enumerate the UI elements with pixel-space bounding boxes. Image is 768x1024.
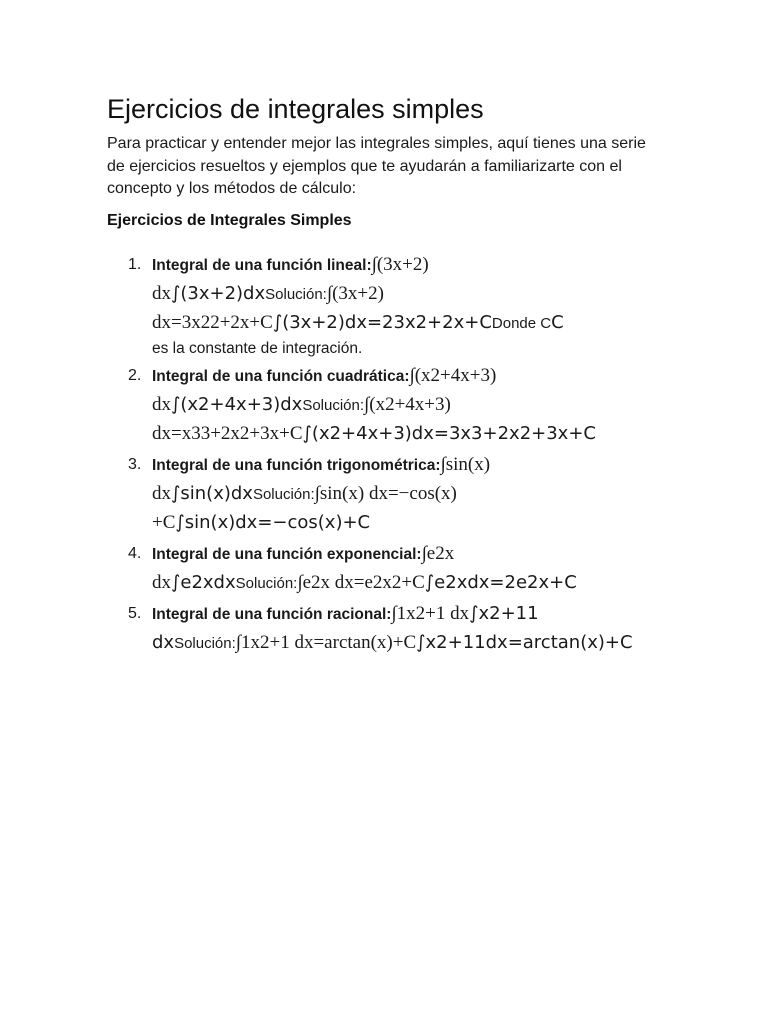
exercise-line [152, 362, 667, 391]
exercise-line [152, 309, 667, 338]
integral-expression: ∫(x2+4x+3) [409, 364, 497, 386]
solution-label: Solución: [235, 574, 298, 592]
math-expression: ∫(3x+2)dx=23x2+2x+C [272, 311, 492, 333]
integral-expression: ∫(3x+2) [326, 282, 384, 304]
exercise-label: Integral de una función exponencial: [152, 545, 422, 563]
exercise-line [152, 629, 667, 658]
exercise-item [128, 451, 667, 538]
solution-expression: ∫e2x dx=e2x2+C [297, 571, 425, 593]
integral-expression: ∫1x2+1 dx [391, 602, 470, 624]
integral-expression: ∫(x2+4x+3) [364, 393, 451, 415]
solution-expression: dx=3x22+2x+C [152, 311, 273, 333]
math-expression: ∫e2xdx [171, 571, 236, 593]
integral-expression: dx [152, 482, 171, 504]
integral-expression: dx [152, 571, 171, 593]
exercise-list [107, 251, 667, 658]
exercise-label: Integral de una función trigonométrica: [152, 456, 441, 474]
exercise-line [152, 251, 667, 280]
exercise-label: Integral de una función cuadrática: [152, 367, 410, 385]
note-text: es la constante de integración. [152, 339, 363, 357]
math-expression: ∫(3x+2)dx [171, 282, 266, 304]
solution-expression: +C [152, 511, 176, 533]
section-subtitle: Ejercicios de Integrales Simples [107, 211, 352, 229]
exercise-item [128, 540, 667, 598]
exercise-number: 3. [128, 455, 142, 473]
integral-expression: ∫sin(x) dx=−cos(x) [314, 482, 457, 504]
math-expression: ∫(x2+4x+3)dx [171, 393, 303, 415]
note-text: Donde C [491, 314, 552, 332]
intro-paragraph: Para practicar y entender mejor las integrales simples, aquí tienes una serie de ejercicios resueltos y ejemplos que te ayudarán a familiarizarte con el concepto y los métodos de cálculo: [107, 135, 646, 197]
math-expression: ∫(x2+4x+3)dx=3x3+2x2+3x+C [302, 422, 596, 444]
exercise-item [128, 362, 667, 449]
integral-expression: ∫(3x+2) [371, 253, 429, 275]
exercise-line [152, 451, 667, 480]
exercise-line [152, 480, 667, 509]
solution-expression: dx=x33+2x2+3x+C [152, 422, 303, 444]
exercise-number: 4. [128, 544, 142, 562]
exercise-line [152, 509, 667, 538]
page-title: Ejercicios de integrales simples [107, 94, 484, 124]
exercise-label: Integral de una función racional: [152, 605, 392, 623]
exercise-number: 2. [128, 366, 142, 384]
math-expression: dx [152, 631, 175, 653]
solution-expression: ∫1x2+1 dx=arctan(x)+C [235, 631, 417, 653]
integral-expression: ∫e2x [421, 542, 455, 564]
exercise-line [152, 420, 667, 449]
exercise-item [128, 251, 667, 360]
integral-expression: ∫sin(x) [440, 453, 491, 475]
solution-label: Solución: [302, 396, 365, 414]
exercise-line [152, 600, 667, 629]
math-expression: ∫x2+11 [469, 602, 539, 624]
math-expression: ∫x2+11dx=arctan(x)+C [416, 631, 633, 653]
math-expression: ∫sin(x)dx=−cos(x)+C [175, 511, 371, 533]
exercise-line [152, 569, 667, 598]
exercise-line [152, 280, 667, 309]
math-expression: ∫sin(x)dx [171, 482, 253, 504]
exercise-label: Integral de una función lineal: [152, 256, 372, 274]
exercise-number: 5. [128, 604, 142, 622]
integral-expression: dx [152, 393, 171, 415]
exercise-line [152, 540, 667, 569]
math-expression: ∫e2xdx=2e2x+C [424, 571, 577, 593]
math-expression: C [551, 311, 564, 333]
exercise-item [128, 600, 667, 658]
solution-label: Solución: [265, 285, 327, 303]
exercise-number: 1. [128, 255, 142, 273]
integral-expression: dx [152, 282, 171, 304]
solution-label: Solución: [174, 634, 236, 652]
document-content [107, 92, 667, 660]
exercise-line [152, 391, 667, 420]
solution-label: Solución: [252, 485, 315, 503]
